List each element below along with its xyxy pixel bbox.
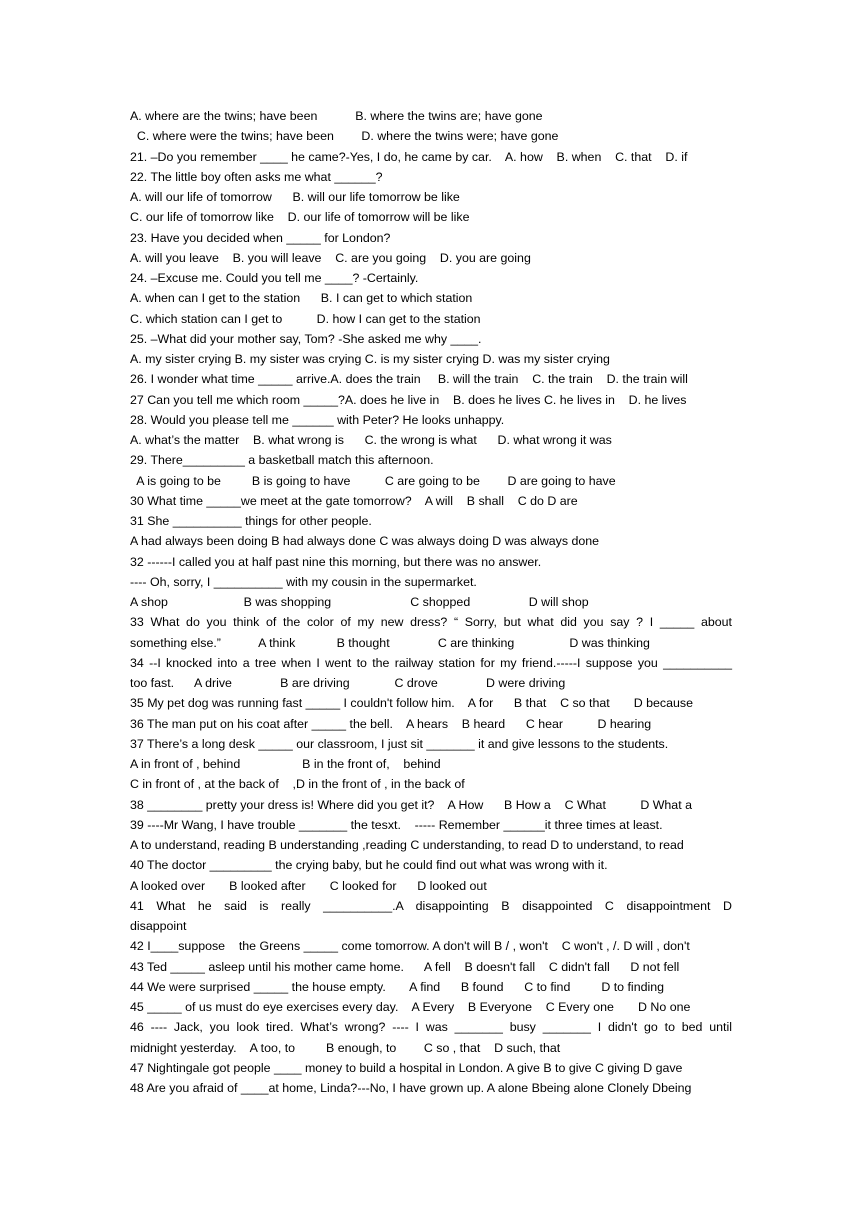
text-line: C. where were the twins; have been D. where the twins were; have gone (130, 129, 559, 144)
text-line: A. where are the twins; have been B. where the twins are; have gone (130, 109, 543, 123)
text-line: 21. –Do you remember ____ he came?-Yes, I do, he came by car. A. how B. when C. that D. if (130, 149, 688, 164)
text-line: 28. Would you please tell me ______ with Peter? He looks unhappy. (130, 412, 505, 427)
text-line: C in front of , at the back of ,D in the front of , in the back of (130, 777, 465, 792)
text-line: A had always been doing B had always done C was always doing D was always done (130, 534, 600, 549)
text-line: 29. There_________ a basketball match this afternoon. (130, 453, 434, 468)
text-line: A. will our life of tomorrow B. will our life tomorrow be like (130, 190, 460, 204)
document-page (130, 106, 732, 1098)
text-line: A in front of , behind B in the front of, behind (130, 757, 441, 771)
text-line: 23. Have you decided when _____ for London? (130, 230, 391, 245)
text-line: something else.” A think B thought C are thinking D was thinking (130, 635, 650, 650)
text-line: disappoint (130, 919, 187, 933)
text-line: 33 What do you think of the color of my new dress? “ Sorry, but what did you say ? I _____ about (130, 615, 732, 630)
text-line: 32 ------I called you at half past nine this morning, but there was no answer. (130, 554, 542, 569)
text-line: A looked over B looked after C looked for D looked out (130, 878, 487, 893)
text-line: 46 ---- Jack, you look tired. What’s wrong? ---- I was _______ busy _______ I didn't go to bed until (130, 1020, 732, 1035)
text-line: A to understand, reading B understanding ,reading C understanding, to read D to understand, to read (130, 838, 684, 852)
text-line: 25. –What did your mother say, Tom? -She asked me why ____. (130, 331, 482, 346)
text-line: 45 _____ of us must do eye exercises every day. A Every B Everyone C Every one D No one (130, 1000, 691, 1014)
text-line: A. will you leave B. you will leave C. are you going D. you are going (130, 250, 531, 265)
text-line: 43 Ted _____ asleep until his mother came home. A fell B doesn't fall C didn't fall D not fell (130, 959, 680, 974)
text-line: 30 What time _____we meet at the gate tomorrow? A will B shall C do D are (130, 493, 578, 508)
text-line: 48 Are you afraid of ____at home, Linda?---No, I have grown up. A alone Bbeing alone Clonely Dbeing (130, 1081, 692, 1095)
text-line: ---- Oh, sorry, I __________ with my cousin in the supermarket. (130, 574, 477, 589)
text-line: C. our life of tomorrow like D. our life of tomorrow will be like (130, 210, 470, 225)
text-line: 37 There’s a long desk _____ our classroom, I just sit _______ it and give lessons to the students. (130, 736, 669, 751)
text-line: C. which station can I get to D. how I can get to the station (130, 311, 481, 326)
text-line: A. what’s the matter B. what wrong is C. the wrong is what D. what wrong it was (130, 433, 612, 447)
text-line: 39 ----Mr Wang, I have trouble _______ the tesxt. ----- Remember ______it three times at least. (130, 817, 663, 832)
text-line: midnight yesterday. A too, to B enough, to C so , that D such, that (130, 1040, 561, 1055)
text-line: A. when can I get to the station B. I can get to which station (130, 291, 473, 306)
text-line: 34 --I knocked into a tree when I went to the railway station for my friend.-----I suppose you __________ (130, 655, 732, 670)
text-line: 22. The little boy often asks me what ______? (130, 169, 383, 184)
text-line: A. my sister crying B. my sister was crying C. is my sister crying D. was my sister crying (130, 352, 610, 366)
text-line: 40 The doctor _________ the crying baby, but he could find out what was wrong with it. (130, 858, 608, 873)
text-line: 27 Can you tell me which room _____?A. does he live in B. does he lives C. he lives in D. he lives (130, 392, 687, 407)
text-line: 38 ________ pretty your dress is! Where did you get it? A How B How a C What D What a (130, 797, 692, 812)
text-line: 47 Nightingale got people ____ money to build a hospital in London. A give B to give C giving D gave (130, 1060, 683, 1075)
text-line: 41 What he said is really __________.A disappointing B disappointed C disappointment D (130, 898, 732, 913)
text-line: 35 My pet dog was running fast _____ I couldn't follow him. A for B that C so that D because (130, 696, 693, 711)
text-line: A is going to be B is going to have C are going to be D are going to have (130, 473, 616, 488)
text-line: 36 The man put on his coat after _____ the bell. A hears B heard C hear D hearing (130, 716, 652, 731)
text-line: 31 She __________ things for other people. (130, 514, 372, 528)
text-line: too fast. A drive B are driving C drove D were driving (130, 676, 566, 690)
text-line: 24. –Excuse me. Could you tell me ____? -Certainly. (130, 271, 419, 285)
text-line: 44 We were surprised _____ the house empty. A find B found C to find D to finding (130, 979, 665, 994)
text-line: 26. I wonder what time _____ arrive.A. does the train B. will the train C. the train D. the train will (130, 372, 688, 387)
text-line: A shop B was shopping C shopped D will shop (130, 595, 589, 609)
text-line: 42 I____suppose the Greens _____ come tomorrow. A don't will B / , won't C won't , /. D will , don't (130, 939, 690, 954)
